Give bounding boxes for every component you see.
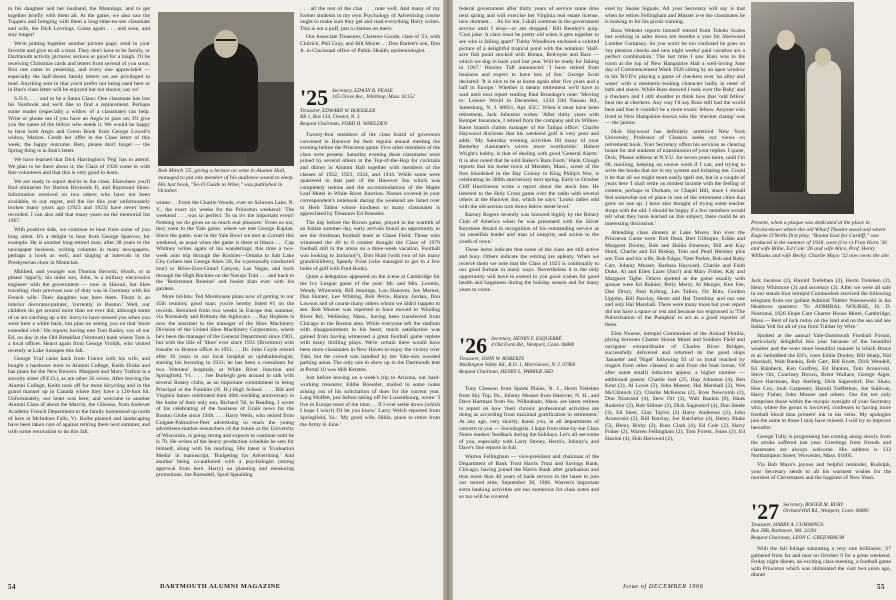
paragraph: George Tully is progressing but coming along slowly from the stroke suffered last year. Greetings from friends and classmates are always welcome. His address is 133 Northampton Street, Worcester, Mass. 01605.: [751, 433, 891, 460]
class-year: '26: [459, 333, 488, 358]
paragraph: The day before the Brown game, played in the warmth of an Indian summer day, early arrivals found an opportunity to see the freshman football team at Chase Field. Those who witnessed the 40 to 8 contest thought the Class of 1970 football still in the arena on a three-week vacation. Football was looking to Jackson(?), Don Hunt (with two of his many grandchildren), Speedy Frost (who managed to get in a few holes of golf with Fred Bonk).: [300, 219, 440, 272]
right-column-3: [751, 278, 891, 500]
paragraph: With positive side, we continue to hear from some of you long silent. It's a delight to hear from George Sparrow, for example. He is another long-retired man; after 38 years in the newspaper business, writing columns in many newspapers, perhaps a book as well, and singing at intervals in the Presbyterian choir in Montclair.: [8, 227, 150, 266]
paragraph: S.O.S. . . . and to be a Santa Claus: One classmate has lost his Yearbook and we'd like to find a replacement. Perhaps some reader (especially a widow of a classmate) can help. Write or phone me if you have an Aegis to pass on; I'll give you the name of the fellow who needs it. We would be happy to have both Aegis and Green Book from George Lowell's widow, Marion. Credit her offer in the Class letter of this week; the happy outcome. Bets, please don't forget — the Spring thing is in Bun's letter.: [8, 95, 150, 155]
secretary-line: Secretary, ROGER M. BURY: [783, 502, 844, 508]
paragraph: These items indicate that some of the class are still active and busy. Others indicate the retiring are aplenty. When we receive them we note that the Class of 1925 is continually to our good fortune in many ways. Nevertheless it is the only opportunity will have to extend to you good wishes for good health and happiness during the holiday season and for many years to come.: [459, 247, 599, 293]
left-page: [0, 0, 443, 600]
page-number-right: 55: [877, 583, 885, 591]
left-column-1: [8, 6, 150, 576]
paragraph: Jack Jacobus (2), Harold Trefethen (2), Herm Treleben (2), Henry Whitmore (2) and secretary (2). After we were all safe in our stands four intrepid Commodore received the following telegram from our gallant Admiral Tubber Warsnewski in his Heathrow quarters: 'To ADMIRAL NOURSE, H. D. Nostrand, 1926 Slope Care Charter House Motel, Cambridge, Mass.— Best of luck today on the land and on the sea and see Indian Yell for all of you from Tubber by Wire.': [751, 278, 891, 331]
right-column-1-bottom: [459, 386, 599, 578]
class-25-header: [300, 85, 440, 127]
secretary-line: Secretary, HENRY F. ESQUERRÉ: [491, 336, 562, 342]
paragraph: Warren Fellingham — vice-president and chairman of the Department of Bank Trust Harris Trust and Savings Bank, Chicago, having joined the Harris Bank after graduation and thus more than 40 years of bank service in the latest to join our retired elite, September 30, 1966. Warren's important extra banking activities are too numerous for class notes and so too will be covered: [459, 453, 599, 500]
left-column-2: [156, 200, 294, 576]
paragraph: Attending class dinners at Lake Morey Inn over the Princeton Game were: Bob Dean, Bert Gillespie, Eddie and Margaret Dooley, Bob and Hulda Emerson, Bill and Kay Hurd, Charlie and Ed Bishop, Tom and Pearl Hershey plus son Tom and his wife, Bob Edgar, Nate Parker, Bob and Ruby Carr, Johnny Musser, Barbara Hayward, Charlie and Faith Duke, Al and Ellen Lazer (Jon?) and Mary Fisher, Kay and Margaret Tighe. Others spotted at the game usually with spouse were Ed Rainier, Perly Merry, Al Mezger, Ken Fee, Dan Drury, Paul Kybrag, Les Tallon, Oz Ritts, Gordon Upjohn, Bill Barclay, Herm and Hal Tremblay and our one and only Hal Marshall. There were many more but your report did not have a space or rest and because too engrossed in 'The Pulverization of the Pumpkin' to act as a good reporter of them.: [605, 229, 745, 328]
page-number-left: 54: [8, 583, 16, 591]
right-page: [453, 0, 896, 600]
paragraph: Just before leaving on a week's trip to Arizona, our hard-working treasurer, Eddie Boessler, mailed in some notes arising out of his solicitation of dues for the current year. Lang Moffett, just before taking off for Luxembourg, wrote: 'I live in Europe most of the time. . . If I ever settle down (which I hope I won't) I'll let you know.' Larry Welch reported from Springfield, Va.: 'My good wife, Hilda, plans to retire from the Army in June.': [300, 375, 440, 428]
paragraph: . . . all the rest of the clan . . . note well. And many of my former students in my own Psychology of Advertising course ought to make sure they get and read everything Harry writes. This is not a puff, just a citation on merit.: [300, 6, 440, 32]
class-year: '27: [751, 499, 780, 524]
left-column-3: [300, 132, 440, 576]
class-27-header: [751, 499, 891, 541]
right-column-2: [605, 6, 745, 578]
secretary-address: 105 Grove Ave., Winthrop, Mass. 02152: [332, 94, 415, 101]
paragraph: We're putting together another picture page; send in your favorite and give us all a treat. They don't have to be family, or Dartmouth activity pictures; serious or good for a laugh. I'll be receiving Christmas cards and letters from several of you soon; first one came in yesterday, and every one appreciated — especially the half-dozen family letters we are privileged to read. Anything sent in that you'd prefer not being used here or in Bun's class letter will be enjoyed but not shown; say so!: [8, 40, 150, 94]
paragraph: Tony Chesson from Sports Plains, N. J., Herm Treleben from Sky Top, Pa., Johnny Musser from Hanover, N. H., and Dave Hartman from No. Wilbraham, Mass. are latest retirees to report on how 'their chronic professional activities are doing as according from maximal gratification in retirement.' At any age, very shortly, thank you, in all departments of concern to you — Sociologists. I hope from time-by-me Class Notes readers' feedback during the holidays. Let's all see some of you, especially with Larry Stoney, Herm's, Johnny's, and Dave's fine reports in full.: [459, 386, 599, 452]
paragraph: George Yraf came back from France with his wife, and bought a hardware store in Alumni College, Keith Drake and has plans for the New Bowers. Margaret and Mary Trafton is a sorority sister (P.E.O.), as are other 26 wives. After leaving the Alumni College, Keith took off for more bicycling and in the grand manner up in Canada where they have a 120-foot hit. Unfortunately, our heart was here; and welcome to another Alumni Class of about the Marvin, the Gibsons, from Andover Academy French Department to the family homestead up north of here at McIndoes Falls, Vt. Bulbs planted and landscaping have been taken care of against retiring there next summer, and with some renovation to do this fall.: [8, 356, 150, 435]
paragraph: Our Associate Treasurer, Clarence Goode, class of '23, with Chilrick, Phil Gray, and Bill Moyer. . . Don Barlett's son, Don Jr. in Cincinnati office of Public Health; epidemiologist.: [300, 34, 440, 54]
photo-caption: Bob Minch '25, giving a lecture on wine in Alumni Hall, managed to put one member of his audience sound to sleep. His last book, "So-O Guide to Wine," was published in October.: [158, 168, 295, 195]
page-gutter: [443, 0, 453, 600]
paragraph: We are ready to report dea'hs in the class. Elsewhere you'll find obituaries for Burton Reynolds II, and Raymond Shaw. Information received on two others who have not been available, to our regret, and the list this year unfortunately broken many years ago (1923 and 1923) have never been recorded. I can also add that many years on the memorial list 1967.: [8, 178, 150, 225]
paragraph: Elon Nourse, intrepid Commodore of the Annual Flotilla, plying between Charter House Motel and Soldiers Field and navigator extraordinaire of Charles River Bridges, successfully delivered and returned its the good ships 'Jannette' and 'Nigel' following 93 of us (total reached by ringers from other classes) to and from the boat house, 'Of after some small) inductors appear, a higher number — additional guests: Charlie Joel (25, Hap Johnston (4), Ben Kent (2), Al Lowe (2), John Musser, Hal Marshall (2), Wes McClintock (2), Charlie McKenna (2), Ross Newcomb (2), Don Nostrand (4), Stew Orr (3), Walt Rankin (6), Hank Ruderlor (2), Bob Sillmer (2), Dick Sagendorf (4), Don Steele (3), Ed Steel, Clay Taylor (3) Harry Anderson (2), John Aronovski (2), Bill Barclay, Joe Batchelor (4), Henry Blake (5), Henry Bixby (2), Russ Clark (4), Ed Cole (2), Harry Fisher (2), Warren Fellingham (2), Tom Forest, Jones (2), Ed Hanlon (4), Hub Harwood (2),: [605, 330, 745, 442]
class-26-header: [459, 333, 599, 375]
treasurer-line: Treasurer, EDWARD W. BOESSLER: [300, 108, 376, 114]
photo-caption: Present, when a plaque was dedicated at the place in Provincetown where the old Wharf Theatre stood and where Eugene O'Neills first play, "Bound East for Cardiff," was produced in the summer of 1916, were (l to r) Fran Horn '30 and wife Billie, Ed Cole '26 and wife Alice, Prof. Henry Williams and wife Becky. Charlie Mayo '32 now owns the site.: [751, 220, 891, 259]
left-column-3-top: [300, 6, 440, 86]
magazine-footer: DARTMOUTH ALUMNI MAGAZINE: [160, 583, 281, 590]
treasurer-line: Treasurer, HARRY A. CUMMINGS: [751, 522, 824, 528]
paragraph: Via Bob Mays's joyous and helpful reminder, Rudolph, your Secretary sends to all his warmest wishes for the merriest of Christmases and the happiest of New Years.: [751, 462, 891, 482]
paragraph: federal government after thirty years of service some time next spring and will exercise her Virginia real estate license, now dormant. . . As for me, I shall continue in the government service until I drop—or am dropped.' Bill Bentley's quip: 'Cost joke: A class must be pretty old when it gets together to see who is falling apart!' Tubby Woodburn enclosed a colored picture of a delightful tropical pond with the notation: 'Half-acre fish pond stocked with Bream, Red-eyes and Bass — which we dug in back yard last year. Will be ready for fishing in 1967.' Hawley Taft announced: 'I have retired from business and expect to have lots of fun.' George Scott declared: 'It is nice to be at home again after five years and a half in Europe.' Whether it means retirement we'll have to wait until next report reading Paul Brundage's note: 'Moving to: Leisure World in December, 1234 Old Nassau Rd., Jamesburg, N. J. 08831, Apt. 65C.' When it must have been retirement, Jack Johnston writes: 'After thirty years with Kemper Insurance, I retired from the company and its Wilkes-Barre branch claims manager of the Tampa office.' Charlie Haywood discloses that his weekend golf is very poor and adds: 'My Saturday evening activities fill many of your Berkeley classmate's wives more worthwhile.' Hubert Wright's hobby, is that of dealing with good 'General Alarm.' It is also noted that he sold Baker's Barn Farm.' Hank Clough reports that his home town of Menden, Mass., scene of the first bloodshed in the Bay Colony in King Philip's War, is celebrating its 300th anniversary next spring. Early in October Cliff Hutchinson wrote a report about the stock line. He listened to the Holy Cross game over the radio with several others at the Hanover Inn, which he says: 'Looks rather odd with the old section torn down below street level.': [459, 6, 599, 210]
paragraph: to his daughter and her husband, the Mannings, and to get together briefly with them all. At the game, we also saw the Tuppers and bringing with them a long-time-no-see classmate and wife, the Dick Lovrings. Come again . . . and soon, and stay longer!: [8, 6, 150, 39]
secretary-line: Secretary, EDWIN B. PEASE: [332, 88, 393, 94]
paragraph: ered by Snoke Signals. All your Secretary will say is that when he retires Fellingham and Musser a-re the classmates he is looking to for his picnic training.: [605, 6, 745, 26]
treasurer-line: Treasurer, JOHN W. ROBERTS: [459, 356, 524, 362]
paragraph: Quite a delegation appeared on the scene at Cambridge for the Ivy League game of the year: Mr. and Mrs. Loomis, Wendy Whitcomb, Bill Jennings, Lon Hanover, Joe Merner, Dan Hunter, Lee Whiting, Bob Perce, Bunny Jordan, Don Lawson and of course many others whom we didn't happen to see. Bob Weaver was reported to have moved to Winding River Rd., Wellesley, Mass., having been transferred from Chicago to the Boston area. While everyone left the stadium with disappointment in his heart, much satisfaction was gained from having witnessed a great football game replete with many thrilling plays. We're certain there would have been more classmates in New Haven to enjoy the victory over Yale, but the crowd was handled by the Yale-size wooded parking areas. The only one to show up in the Dartmouth tent at Portal 10 was Milt Kersten.: [300, 274, 440, 373]
paragraph: We have learned that Dick Harrington's 'Peg' has to attend. We plan to be there about it; the Class of 1926 come in with fine volunteers and that this is very good to learn.: [8, 157, 150, 177]
paragraph: More tid-bits: Ted Morehouse plans now of getting to our 45th reunion; good man; you're hereby listed #1 on the records. Returned from two weeks in Europe this summer, via Normandy and Brittany the highways. . . Ray Hopkins is now the assistant to the manager of the Shoe Machinery Division of the United Shoe Machinery Corporation, where he's been the manager of the General Department since 1961, but with the title of 'Shoe' ever since 1931 (Brockton) with transfer to Boston office in 1951. . . Dr. John Coyle retired after 36 years in our local hospital as ophthalmologist, starting his lecturing in 1931; he has been a consultant for two Veterans' hospitals, at White River Junction and Springfield, Vt. . . . Joe Burleigh gets around to talk with several Rotary clubs, as an important commitment to being Principal at the Franklin (N. H.) High School. . . . Bill and Virginia James celebrated their 40th wedding anniversary in the home of their only son, Richard '50, in Reading. I wrote of his celebrating of the business of Grain news for the Boston Globe since 1948. . . . Harry Wells, who retired from Colgate-Palmolive-Peet advertising to teach the young advertisers-market researchers of the future at the University of Wisconsin, is going strong and expects to continue until he is 70. He writes of the heavy production schedule he sets for himself, along with his teaching. His latest is 'Evaluation Media' in manuscript, 'Budgeting for Advertising.' And another being co-authored with a psychologist (strong approval from here. Harry) on planning and measuring promotions. Joe Ramsdell, Spud Spaulding: [156, 294, 294, 479]
paragraph: Mildred, and younger son Thomas Herwitz, Hoofs, or at please 'oppa'ly, his older son, John, is a military electronics engineer with the government — now in Hawaii, but likes traveling; their previous tour of duty was in Germany with his French wife. Their daughter was born there. Thom is an interior decorator-painter, 'currently in Boston.' Well, our children do get around more than we ever did, although some of us are catching up a bit. Sorry to have missed you when you were here a while back, but plan on seeing you on that 'more extended visit.' He reports having met Tom Bailey, son of our Ed, on day in the Old Breakfast (Vermont) bank where Tom is a local officer. Heard again from George Vrolijk, who visited recently at Lake Sunapee this fall.: [8, 268, 150, 354]
right-column-3-bottom: [751, 546, 891, 580]
right-column-1: [459, 6, 599, 332]
paragraph: Spotted at the annual Yale-Dartmouth Football Forum, particularly delightful this year because of the beautiful weather and the even more beautiful manner in which Bruce et al. befuddled the Eli's, were Eddie Dooley, Bill Sharp, Hal Marshall, Walt Rankin, Bob Carr, Bill Knott, Dick Wendell, Ed Rainbeck, Ken Godfrey, Ed Hanlon, Tom Aronovski, Steve Orr, Courtney Brown, Brent Wallace, George Alger, Dave Harriman, Ray Sterling, Dick Sagendorf, Doc Shaw, Hoe Cox, Stub Carpenter, Harold Treffethen, Joe Sullivan, Harry Fisher, John Musser and others. Our list not only comprises those within the myopic eyesight of your Secretary who, where the genus is involved, confesses to having more football blood than printers' ink in his veins. My apologies just the same to those I may have missed. I will try to improve hereafter.: [751, 332, 891, 432]
photo-plaque-dedication: [751, 2, 854, 214]
treasurer-address: Box 28B, Baltimore, Md. 21201: [751, 528, 817, 535]
paragraph: Barney Rogers recently was honored highly by the Rotary Club of America when he was presented with the Silver Keystone Award in recognition of his outstanding service as 'an unselfish leader and man of integrity and action to the youth of town.': [459, 212, 599, 245]
paragraph: With the fall foliage saturating a very rare brilliance, '27 gathered from far and near on October 9 for a great weekend. Friday night dinner, an exciting class meeting, a football game with Princeton which was obliterated the visit two years ago, dinner: [751, 546, 891, 579]
paragraph: Dick Haywood has definitely unretired New York University Professor of Classics seeks our views on retirement book. Your Secretary offers his services as clearing house for and students of transmission of your replies. I quote, Dick, 'Please address at N.Y.U. for seven years more, until I'm 68, teaching, keeping on course work if I can, and trying to write the books that are in my system and irritating me. Could it be that all we might more easily spell out, but in a couple of years here 'I shall retire on modest income with the feeling of content, perhaps to Durham, or Chapel Hill, since I should feel somewhat out of place in one of the retirement cities that grew on one up. I have also thought of trying some teacher shops with the old. I should be happy if a few members would tell what they have learned on this subject, there could be an interesting discussion.': [605, 128, 745, 227]
issue-footer: Issue of DECEMBER 1966: [623, 583, 704, 590]
treasurer-address: Washington Valley Rd., R.D. 1, Morristown, N. J. 07960: [459, 362, 576, 369]
treasurer-address: RR 1, Box 134, Chester, N. J.: [300, 114, 361, 121]
bequest-line: Bequest Chairman, LEON C. GREENBAUM: [751, 534, 845, 541]
paragraph: Twenty-four members of the class board of governors convened in Hanover for their regular annual meeting the evening before the Princeton game. Five other members of the class were present. Saturday evening these classmates were joined by several others at the Top-of-the-Hop for cocktails and dinner in Alumni Hall together with members of the classes of 1922, 1923, 1924, and 1934. While some were quartered in that part of the Hanover Inn which was completely redone and the accommodations of the Maple Leaf Motel in White River Junction. Names covered in your correspondent's notebook during the weekend are listed over to Herb Talbot whose kindness to many classmates is appreciated by Treasurer Ed Boessler.: [300, 132, 440, 218]
secretary-address: 4 Old Farm Rd., Westport, Conn. 06880: [491, 342, 575, 349]
photo-wine-lecture: [158, 12, 294, 166]
secretary-address: Orchard Hill Rd., Westport, Conn. 06880: [783, 508, 869, 515]
paragraph: Russ Webster reports himself retired from Toledo Scales but working in sales down ten months a year for Sherwood Lumber Company. So you won't be too confused he goes on 'my pension checks and new eight weeks' paid vacation are a perfect combination.' The last time I saw Russ was in his room at the top of New Hampshire Hall a well-loving June day of Commencement Week 1926 sitting by an open window in his 'BVD's' playing a game of checkers over 'an alley and water' with a mesmeric-looking character badly in need of bath and shave. While Russ showed I took over the Baby' and a checkers and I still shudder to think how that 'odd fellow' beat me at checkers. Any way I'd say Russ still had the world beat and that it couldn't be a more exotic fellow. Anyone who lived in New Hampshire knows who the 'checker champ' was — the janitor.: [605, 27, 745, 127]
bequest-line: Bequest Chairman, FORD H. WHELDEN: [300, 120, 388, 127]
paragraph: winter. . . From the Charlie Woods, over on Schroon Lake, N. Y., the exact six weeks for the Princeton weekend: 'The weekend . . . was so perfect. To us it's the important event! Nothing we do gives us so much real pleasure.' From us too, they went to the Yale game, where we met George Kaplan. Since the game, was in the Yale Bowl we met at Cornell this weekend, as usual when the game is there at Ithaca . . . Cap Whitney writes again of his wanderings; this time a two-week auto trip through the Rockies—Omaha to Salt Lake City (where met George Allen '26, for a personally conducted tour) to Brice-Zion-Grand Canyon, Las Vegas, and back through the High Rockies on the Navajo Trail . . . and back to the 'Retirement Routine' and busier than ever with his gardens.: [156, 200, 294, 292]
class-year: '25: [300, 85, 329, 110]
bequest-line: Bequest Chairman, HENRY L. PARKER 3RD: [459, 368, 553, 375]
